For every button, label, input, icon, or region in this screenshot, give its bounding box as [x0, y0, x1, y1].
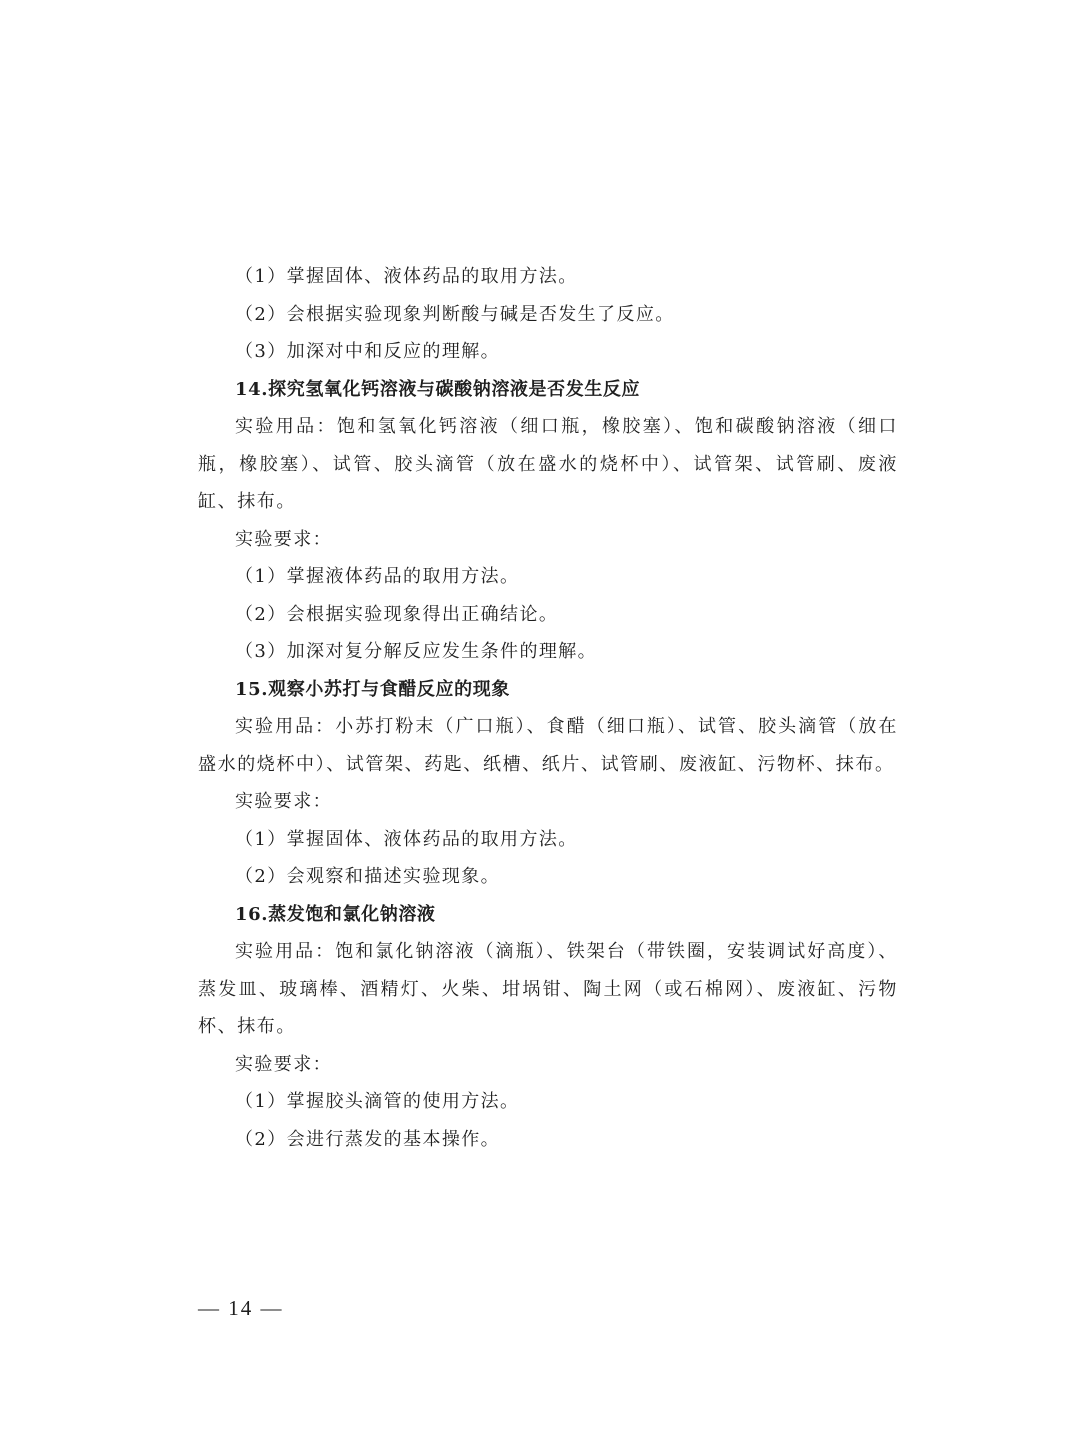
- requirement-item: （3）加深对复分解反应发生条件的理解。: [235, 641, 598, 662]
- section-heading-14: 14.探究氢氧化钙溶液与碳酸钠溶液是否发生反应: [235, 378, 641, 400]
- requirement-item: （1）掌握胶头滴管的使用方法。: [235, 1091, 520, 1112]
- section-heading-15: 15.观察小苏打与食醋反应的现象: [235, 678, 510, 700]
- requirement-item: （2）会根据实验现象得出正确结论。: [235, 603, 559, 625]
- materials-paragraph: 实验用品：饱和氯化钠溶液（滴瓶）、铁架台（带铁圈，安装调试好高度）、蒸发皿、玻璃棒、酒精灯、火柴、坩埚钳、陶土网（或石棉网）、废液缸、污物杯、抹布。: [198, 941, 898, 1037]
- requirement-item: （1）掌握固体、液体药品的取用方法。: [235, 266, 578, 287]
- document-body: [198, 258, 898, 1158]
- requirement-item: （2）会进行蒸发的基本操作。: [235, 1128, 501, 1150]
- page-number: — 14 —: [198, 1296, 284, 1320]
- section-heading-16: 16.蒸发饱和氯化钠溶液: [235, 903, 436, 925]
- requirements-label: 实验要求：: [235, 791, 332, 812]
- requirement-item: （1）掌握液体药品的取用方法。: [235, 566, 520, 587]
- requirement-item: （2）会观察和描述实验现象。: [235, 866, 501, 887]
- materials-paragraph: 实验用品：小苏打粉末（广口瓶）、食醋（细口瓶）、试管、胶头滴管（放在盛水的烧杯中）、试管架、药匙、纸槽、纸片、试管刷、废液缸、污物杯、抹布。: [198, 716, 898, 775]
- requirements-label: 实验要求：: [235, 1053, 332, 1075]
- requirement-item: （2）会根据实验现象判断酸与碱是否发生了反应。: [235, 303, 675, 325]
- requirements-label: 实验要求：: [235, 528, 332, 550]
- requirement-item: （1）掌握固体、液体药品的取用方法。: [235, 828, 578, 850]
- materials-paragraph: 实验用品：饱和氢氧化钙溶液（细口瓶，橡胶塞）、饱和碳酸钠溶液（细口瓶，橡胶塞）、试管、胶头滴管（放在盛水的烧杯中）、试管架、试管刷、废液缸、抹布。: [198, 416, 898, 512]
- requirement-item: （3）加深对中和反应的理解。: [235, 341, 501, 362]
